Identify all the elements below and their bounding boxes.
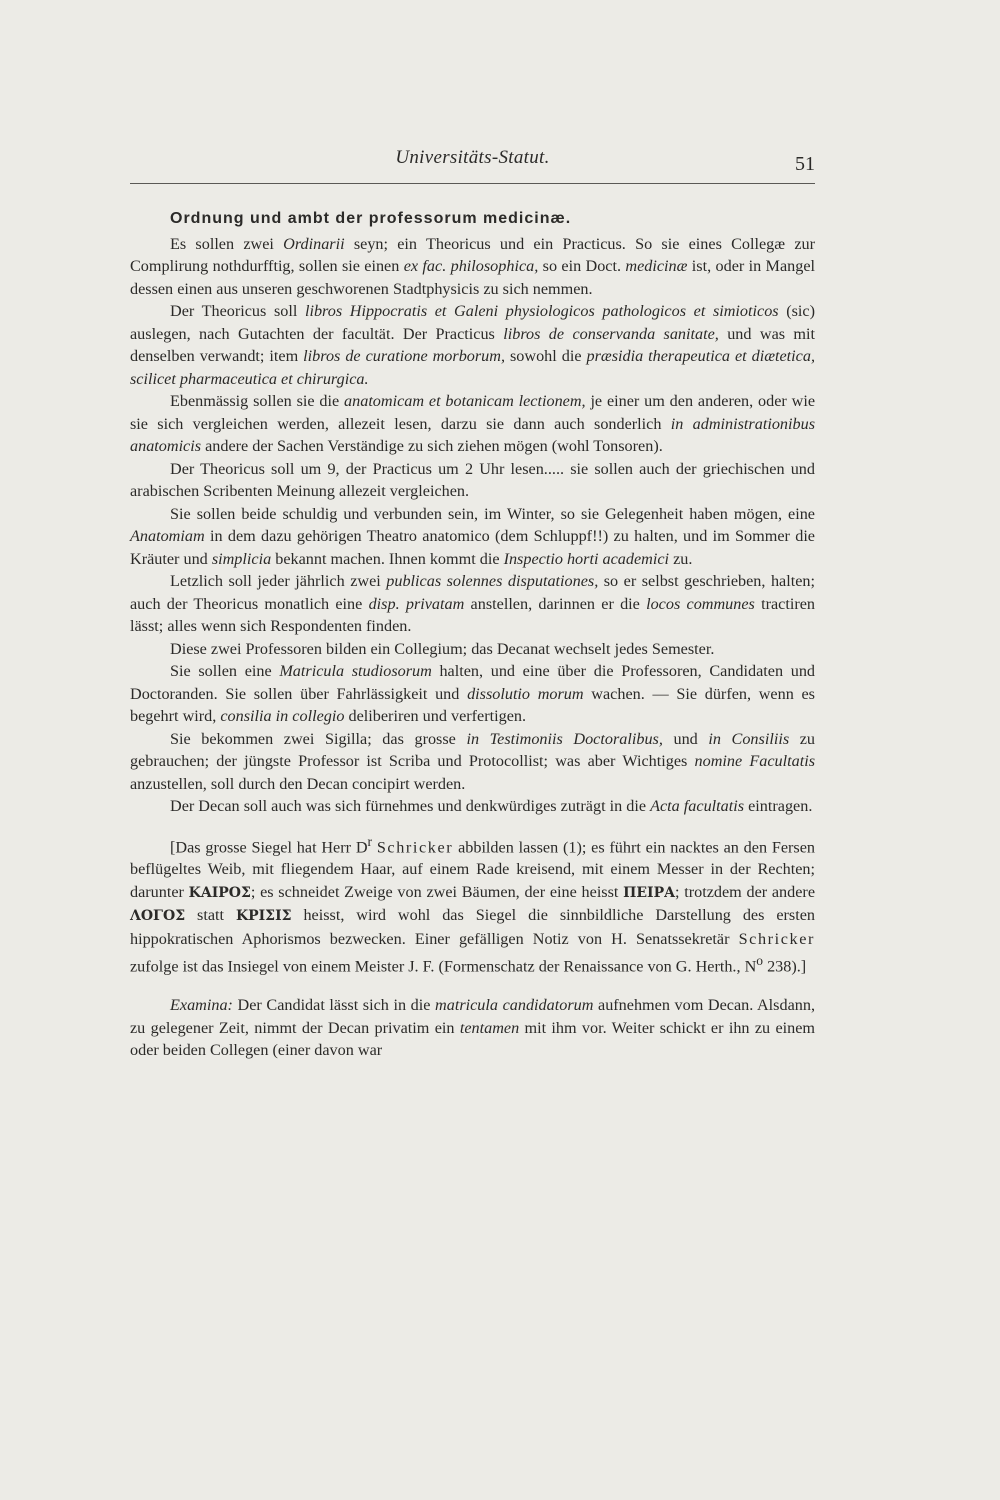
latin-term: publicas solennes disputationes, xyxy=(386,572,599,590)
latin-term: in Testimoniis Doctoralibus, xyxy=(466,729,663,748)
text: Es sollen zwei xyxy=(170,234,284,253)
latin-term: simplicia xyxy=(211,549,272,568)
latin-term: anatomicam et botanicam lectionem, xyxy=(344,392,586,410)
latin-term: libros Hippocratis et Galeni physiologicos pathologicos et simioticos xyxy=(304,302,779,320)
text: anzustellen, soll durch den Decan concipirt werden. xyxy=(130,774,466,793)
text: anstellen, darinnen er die xyxy=(464,594,647,613)
text: ; trotzdem der andere xyxy=(674,882,815,901)
text: mit ihm vor. Weiter schickt er ihn zu einem oder beiden Collegen (einer davon war xyxy=(130,1018,816,1060)
page-number: 51 xyxy=(795,153,815,175)
text: heisst, wird wohl das Siegel die sinnbildliche Darstellung des ersten hippokratischen Aphorismos bezwecken. Einer gefälligen Notiz von H. Senatssekretär xyxy=(130,906,815,948)
text: zu gebrauchen; der jüngste Professor ist Scriba und Protocollist; was aber Wichtiges xyxy=(130,729,815,770)
text: eintragen. xyxy=(744,797,813,815)
latin-term: Inspectio horti academici xyxy=(503,549,670,568)
latin-term: Ordinarii xyxy=(283,234,345,253)
latin-term: libros de conservanda sanitate, xyxy=(503,324,719,343)
paragraph-disputationes xyxy=(130,570,815,638)
text: (sic) auslegen, nach Gutachten der facultät. Der Practicus xyxy=(130,302,815,343)
text: Der Theoricus soll xyxy=(170,302,305,320)
text: deliberiren und verfertigen. xyxy=(344,707,527,725)
latin-term: Anatomiam xyxy=(130,527,205,545)
latin-term: præsidia therapeutica et diætetica, scilicet pharmaceutica et chirurgica. xyxy=(130,347,815,388)
text: andere der Sachen Verständige zu sich ziehen mögen (wohl Tonsoren). xyxy=(201,437,663,455)
section-heading: Ordnung und ambt der professorum medicinæ. xyxy=(170,210,572,227)
latin-term: Acta facultatis xyxy=(650,797,745,815)
greek-word: ΛΟΓΟΣ xyxy=(130,908,186,925)
paragraph-examina xyxy=(130,994,815,1062)
paragraph-collegium xyxy=(130,638,815,661)
latin-term: medicinæ xyxy=(625,257,688,275)
latin-term: in administrationibus anatomicis xyxy=(130,414,815,455)
greek-word: ΚΑΙΡΟΣ xyxy=(188,884,251,901)
text: abbilden lassen (1); es führt ein nacktes an den Fersen beflügeltes Weib, mit fliegendem Haar, auf einem Rade kreisend, mit einem Messer in der Rechten; darunter xyxy=(130,837,816,901)
text: Der Theoricus soll um 9, der Practicus um 2 Uhr lesen..... sie sollen auch der griechischen und arabischen Scribenten Meinung allezeit vergleichen. xyxy=(130,459,815,500)
text: so ein Doct. xyxy=(538,257,626,275)
text: Ebenmässig sollen sie die xyxy=(170,392,345,410)
text: Sie sollen eine xyxy=(170,662,280,680)
latin-term: in Consiliis xyxy=(708,729,790,748)
paragraph-sigilla xyxy=(130,728,815,796)
running-title: Universitäts-Statut. xyxy=(395,147,550,168)
text: und xyxy=(662,729,709,748)
text: Der Candidat lässt sich in die xyxy=(232,996,436,1015)
paragraph-ordinarii xyxy=(130,233,815,301)
text: bekannt machen. Ihnen kommt die xyxy=(271,549,504,568)
latin-term: disp. privatam xyxy=(368,594,465,613)
greek-word: ΠΕΙΡΑ xyxy=(623,884,675,901)
text: je einer um den anderen, oder wie sie sich vergleichen werden, allezeit lesen, darzu sie dann auch sonderlich xyxy=(130,392,815,433)
text: 238).] xyxy=(763,957,807,976)
text: ist, oder in Mangel dessen einen aus unseren geschworenen Stadtphysicis zu sich nemmen. xyxy=(130,257,816,298)
text: wachen. — Sie dürfen, wenn es begehrt wird, xyxy=(130,684,815,725)
latin-term: nomine Facultatis xyxy=(694,752,815,770)
latin-term: tentamen xyxy=(459,1018,520,1037)
latin-term: consilia in collegio xyxy=(220,707,345,725)
paragraph-lesezeiten xyxy=(130,458,815,503)
header-rule xyxy=(130,183,815,184)
text: [Das grosse Siegel hat Herr D xyxy=(170,837,368,856)
text: zu. xyxy=(669,549,693,568)
greek-word: ΚΡΙΣΙΣ xyxy=(235,908,292,925)
latin-term: ex fac. philosophica, xyxy=(403,257,539,275)
latin-term: Matricula studiosorum xyxy=(279,662,432,680)
text: und was mit denselben verwandt; item xyxy=(130,324,816,365)
latin-term: Examina: xyxy=(170,996,233,1015)
text: ; es schneidet Zweige von zwei Bäumen, der eine heisst xyxy=(250,882,624,901)
note-siegel xyxy=(130,831,815,979)
spaced-name: Schricker xyxy=(376,837,454,856)
text: seyn; ein Theoricus und ein Practicus. So sie eines Collegæ zur Complirung nothdurfftig, sollen sie einen xyxy=(130,234,815,275)
spaced-name: Schricker xyxy=(738,929,815,948)
text: Sie bekommen zwei Sigilla; das grosse xyxy=(170,729,467,748)
paragraph-matricula xyxy=(130,660,815,728)
page-body xyxy=(130,208,815,1062)
latin-term: libros de curatione morborum, xyxy=(303,347,506,365)
text: in dem dazu gehörigen Theatro anatomico (dem Schluppf!!) zu halten, und im Sommer die Kräuter und xyxy=(130,527,815,568)
paragraph-anatomia xyxy=(130,503,815,571)
paragraph-acta xyxy=(130,795,815,818)
paragraph-theoricus xyxy=(130,300,815,390)
paragraph-ebenmaessig xyxy=(130,390,815,458)
latin-term: dissolutio morum xyxy=(467,684,584,703)
text: halten, und eine über die Professoren, Candidaten und Doctoranden. Sie sollen über Fahrlässigkeit und xyxy=(130,662,816,703)
superscript: o xyxy=(756,953,764,969)
text: zufolge ist das Insiegel von einem Meister J. F. (Formenschatz der Renaissance von G. Herth., N xyxy=(130,957,757,976)
text: Der Decan soll auch was sich fürnehmes und denkwürdiges zuträgt in die xyxy=(170,797,651,815)
latin-term: matricula candidatorum xyxy=(435,996,594,1015)
text: Sie sollen beide schuldig und verbunden sein, im Winter, so sie Gelegenheit haben mögen, eine xyxy=(170,504,815,523)
text: statt xyxy=(185,906,236,925)
page-header xyxy=(130,145,815,185)
text: so er selbst geschrieben, halten; auch der Theoricus monatlich eine xyxy=(130,572,815,613)
text: Letzlich soll jeder jährlich zwei xyxy=(170,572,387,590)
text: aufnehmen vom Decan. Alsdann, zu gelegener Zeit, nimmt der Decan privatim ein xyxy=(130,996,815,1037)
latin-term: locos communes xyxy=(646,594,755,613)
text: Diese zwei Professoren bilden ein Collegium; das Decanat wechselt jedes Semester. xyxy=(170,639,715,658)
text: tractiren lässt; alles wenn sich Respondenten finden. xyxy=(130,594,816,635)
superscript: r xyxy=(367,833,373,849)
text: sowohl die xyxy=(505,347,587,365)
